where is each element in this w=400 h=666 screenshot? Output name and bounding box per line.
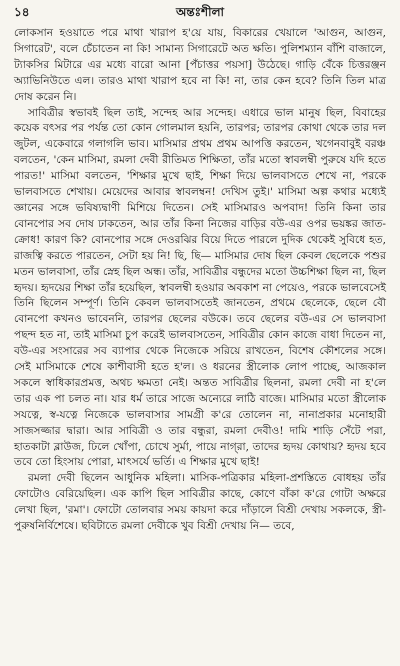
paragraph-2: সাবিত্রীর স্বভাবই ছিল তাই, সন্দেহ আর সন্দেহ। এধারে ভাল মানুষ ছিল, বিবাহের কয়েক বৎসর পর পর্যন্ত তো কোন গোলমাল হয়নি, তারপর; তারপর কোথা থেকে তার দল জুটল, একেবারে গলাগলি ভাব। মাসিমার প্রথম প্রথম আপত্তি করতেন, খগেনবাবুই বরঞ্চ বলতেন, 'কেন মাসিমা, রমলা দেবী রীতিমত শিক্ষিতা, তাঁর মতো স্বাবলম্বী পুরুষে যদি হতে পারত!' মাসিমা বলতেন, 'শিক্ষার মুখে ছাই, শিক্ষা দিয়ে ভালবাসতে শেখে না, পরকে ভালবাসতে শেখায়। মেয়েদের আবার স্বাবলম্বন! দেখিস তুই।' মাসিমা অল্প কথার মধ্যেই জ্ঞানের সঙ্গে ভবিষ্যদ্বাণী মিশিয়ে দিতেন। সেই মাসিমারও অপবাদ! তিনি কিনা তার বোনপোর সব দোষ ঢাকতেন, আর তাঁর কিনা নিজের বাড়ির বউ-এর ওপর ভয়ঙ্কর জাত-ক্রোধ! কারণ কি? বোনপোর সঙ্গে দেওরঝির বিয়ে দিতে পারলে দুদিক থেকেই সুবিধে হত, রাজত্বি করতে পারতেন, সেটা হয় নি! ছি, ছি— মাসিমার দোষ ছিল কেবল ছেলেকে পশুর মতন ভালবাসা, তাঁর স্নেহ ছিল অন্ধ। তাঁর, সাবিত্রীর বন্ধুদের মতো উচ্চশিক্ষা ছিল না, ছিল হৃদয়। হৃদয়ের শিক্ষা তাঁর হয়েছিল, স্বাবলম্বী হওয়ার অবকাশ না পেয়েও, পরকে ভালবেসেই তিনি ছিলেন সম্পূর্ণ। তিনি কেবল ভালবাসতেই জানতেন, প্রথমে ছেলেকে, ছেলে বৌ বোনপো কখনও ভাবেননি, তারপর ছেলের বউকে। তবে ছেলের বউ-এর সে ভালবাসা পছন্দ হত না, তাই মাসিমা চুপ করেই ভালবাসতেন, সাবিত্রীর কোন কাজে বাধা দিতেন না, বউ-এর সংসারের সব ব্যাপার থেকে নিজেকে সরিয়ে রাখতেন, বিশেষ কৌশলের সঙ্গে। সেই মাসিমাকে শেষে কাশীবাসী হতে হ'ল। ও ধরনের স্ত্রীলোক লোপ পাচ্ছে, আজকাল সকলে স্বাধিকারপ্রমত্ত, অথচ ক্ষমতা নেই। অন্তত সাবিত্রীর ছিলনা, রমলা দেবী না হ'লে তার এক পা চলত না। যার ধর্ম তারে সাজে অন্যেরে লাঠি বাজে। মাসিমার মতো স্ত্রীলোক সযত্নে, স্ব-যত্নে নিজেকে ভালবাসার সামগ্রী ক'রে তোলেন না, নানাপ্রকার মনোহারী সাজসজ্জার দ্বারা। আর সাবিত্রী ও তার বন্ধুরা, রমলা দেবীও! দামি শাড়ি সেঁটে পরা, হাতকাটা ব্লাউজ, ঢিলে খোঁপা, চোখে সুর্মা, পায়ে নাগ্‌রা, তাদের হৃদয় কোথায়? হৃদয় হবে তবে তো হিংসায় পোরা, মাৎসর্যে ভর্তি। এ শিক্ষার মুখে ছাই! <box>14 106 386 469</box>
paragraph-1: লোকসান হওয়াতে পরে মাথা খারাপ হ'য়ে যায়, বিকারের খেয়ালে 'আগুন, আগুন, সিগারেট', বলে চেঁচাতেন না কি! সামান্য সিগারেটে অত ক্ষতি। পুলিশম্যান বাঁশি বাজালে, ট্যাকসির মিটারে এর মধ্যে বারো আনা [পঁচাত্তর পয়সা] উঠেছে। গাড়ি বেঁকে চিত্তরঞ্জন অ্যাভিনিউতে এল। তারও মাথা খারাপ হবে না কি! না, তার কেন হবে? তিনি তিল মাত্র দোষ করেন নি। <box>14 27 386 103</box>
running-head <box>14 4 386 20</box>
running-title: অন্তঃশীলা <box>175 5 225 19</box>
body-text <box>14 26 386 535</box>
paragraph-3: রমলা দেবী ছিলেন আধুনিক মহিলা। মাসিক-পত্রিকার মহিলা-প্রশস্তিতে বোধহয় তাঁর ফোটোও বেরিয়েছিল। এক কাপি ছিল সাবিত্রীর কাছে, কোণে বাঁকা ক'রে গোটা অক্ষরে লেখা ছিল, 'রমা'। ফোটো তোলবার সময় কায়দা করে দাঁড়ালে বিশ্রী দেখায় সকলকে, স্ত্রী-পুরুষনির্বিশেষে। ছবিটাতে রমলা দেবীকে খুব বিশ্রী দেখায় নি— তবে, <box>14 472 386 533</box>
page-number: ১৪ <box>14 5 30 19</box>
